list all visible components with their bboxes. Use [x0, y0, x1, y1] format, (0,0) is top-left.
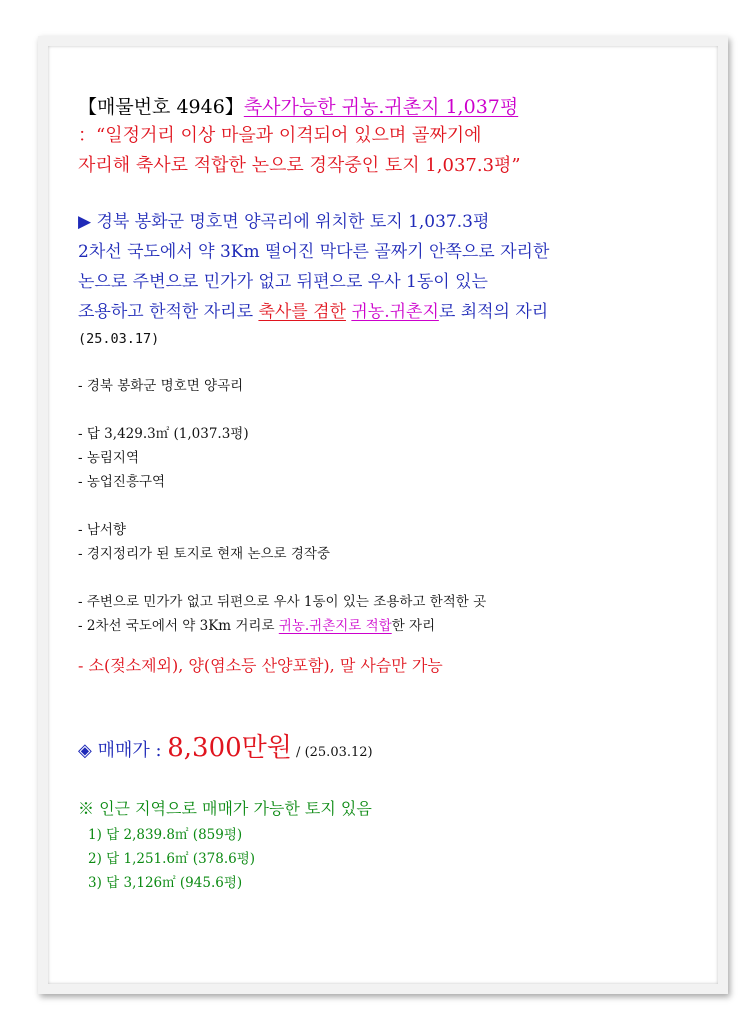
summary-date: (25.03.17): [78, 331, 160, 347]
detail-road: [78, 614, 718, 638]
summary-line-4-text: 조용하고 한적한 자리로: [78, 302, 259, 322]
price-line: [78, 728, 718, 773]
nearby-item-2: 2) 답 1,251.6㎡ (378.6평): [88, 851, 256, 867]
nearby-item-1: 1) 답 2,839.8㎡ (859평): [88, 827, 243, 843]
summary-line-3: 논으로 주변으로 민가가 없고 뒤편으로 우사 1동이 있는: [78, 272, 488, 292]
livestock-note: - 소(젖소제외), 양(염소등 산양포함), 말 사슴만 가능: [78, 656, 443, 675]
listing-title: [78, 92, 718, 122]
livestock-highlight: 축사를 겸한: [258, 302, 346, 322]
detail-zone-1: - 농림지역: [78, 450, 140, 466]
summary-line-1: ▶ 경북 봉화군 명호면 양곡리에 위치한 토지 1,037.3평: [78, 212, 490, 232]
price-amount: 8,300만원: [167, 733, 292, 763]
detail-area: - 답 3,429.3㎡ (1,037.3평): [78, 426, 249, 442]
detail-status: - 경지정리가 된 토지로 현재 논으로 경작중: [78, 546, 331, 562]
listing-content: [78, 90, 718, 895]
return-farm-highlight: 귀농.귀촌지: [351, 302, 439, 322]
price-date: / (25.03.12): [291, 745, 373, 760]
listing-number: 【매물번호 4946】: [78, 96, 244, 118]
detail-road-highlight: 귀농.귀촌지로 적합: [278, 618, 392, 634]
listing-headline: 축사가능한 귀농.귀촌지 1,037평: [243, 96, 519, 118]
quote-line-2: 자리해 축사로 적합한 논으로 경작중인 토지 1,037.3평”: [78, 155, 521, 176]
summary-line-4-end: 로 최적의 자리: [438, 302, 549, 322]
detail-direction: - 남서향: [78, 522, 126, 538]
detail-location: - 경북 봉화군 명호면 양곡리: [78, 378, 244, 394]
price-label: ◈ 매매가 :: [78, 740, 168, 761]
nearby-item-3: 3) 답 3,126㎡ (945.6평): [88, 875, 243, 891]
detail-road-end: 한 자리: [391, 618, 436, 634]
nearby-heading: ※ 인근 지역으로 매매가 가능한 토지 있음: [78, 799, 372, 818]
summary-line-2: 2차선 국도에서 약 3Km 떨어진 막다른 골짜기 안쪽으로 자리한: [78, 242, 550, 262]
quote-line-1: ：“일정거리 이상 마을과 이격되어 있으며 골짜기에: [78, 125, 482, 146]
detail-road-text: - 2차선 국도에서 약 3Km 거리로: [78, 618, 279, 634]
summary-line-4: [78, 297, 718, 327]
detail-surround: - 주변으로 민가가 없고 뒤편으로 우사 1동이 있는 조용하고 한적한 곳: [78, 594, 487, 610]
detail-zone-2: - 농업진흥구역: [78, 474, 166, 490]
